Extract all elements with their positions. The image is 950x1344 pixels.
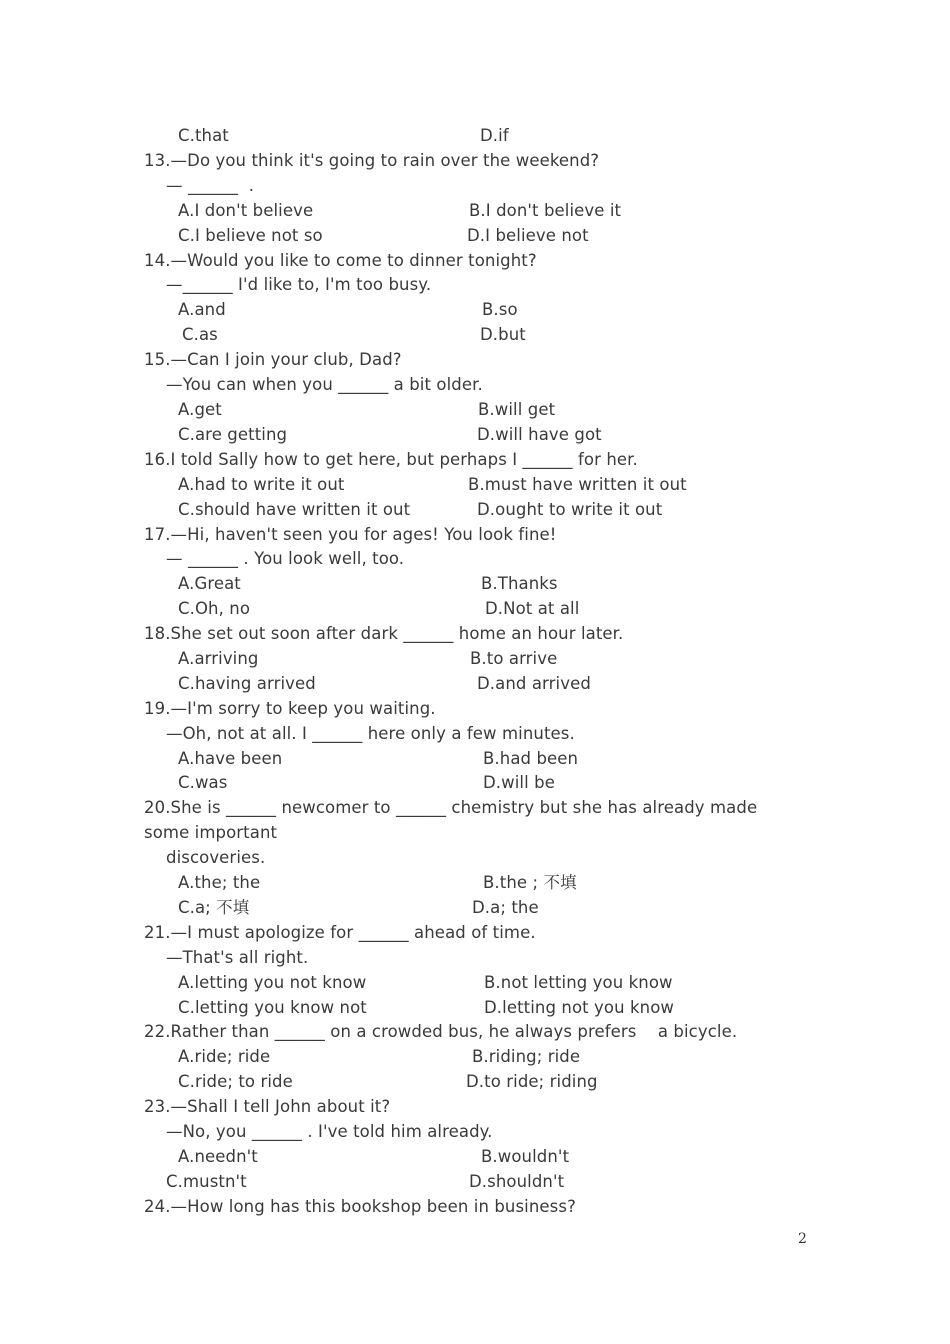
- option-d: D.and arrived: [477, 674, 591, 693]
- option-b: B.must have written it out: [468, 475, 687, 494]
- option-d: D.Not at all: [485, 599, 580, 618]
- option-c: C.was: [178, 773, 228, 792]
- option-d: D.ought to write it out: [477, 500, 663, 519]
- option-a: A.I don't believe: [178, 201, 314, 220]
- question-13: 13.—Do you think it's going to rain over the weekend?: [144, 151, 600, 170]
- answer-line: — ______ .: [166, 176, 255, 195]
- option-c: C.as: [182, 325, 218, 344]
- option-d: D.to ride; riding: [466, 1072, 598, 1091]
- option-d: D.will have got: [477, 425, 602, 444]
- option-c: C.are getting: [178, 425, 288, 444]
- question-20-continued: some important: [144, 823, 278, 842]
- option-b: B.not letting you know: [484, 973, 673, 992]
- option-b: B.so: [482, 300, 518, 319]
- option-d: D.shouldn't: [469, 1172, 565, 1191]
- option-c: C.mustn't: [166, 1172, 247, 1191]
- option-a: A.get: [178, 400, 222, 419]
- option-c: C.ride; to ride: [178, 1072, 293, 1091]
- option-c: C.a; 不填: [178, 898, 250, 917]
- option-c: C.I believe not so: [178, 226, 323, 245]
- option-b: B.riding; ride: [472, 1047, 581, 1066]
- answer-line: — ______ . You look well, too.: [166, 549, 405, 568]
- option-b: B.will get: [478, 400, 556, 419]
- answer-line: —______ I'd like to, I'm too busy.: [166, 275, 432, 294]
- question-20-continued: discoveries.: [166, 848, 266, 867]
- option-b: B.had been: [483, 749, 579, 768]
- answer-line: —That's all right.: [166, 948, 309, 967]
- option-a: A.the; the: [178, 873, 261, 892]
- question-19: 19.—I'm sorry to keep you waiting.: [144, 699, 436, 718]
- option-d: D.if: [480, 126, 509, 145]
- option-a: A.arriving: [178, 649, 259, 668]
- question-22: 22.Rather than ______ on a crowded bus, he always prefers a bicycle.: [144, 1022, 738, 1041]
- option-a: A.and: [178, 300, 226, 319]
- answer-line: —No, you ______ . I've told him already.: [166, 1122, 493, 1141]
- option-c: C.letting you know not: [178, 998, 367, 1017]
- page-number: 2: [798, 1231, 807, 1247]
- question-17: 17.—Hi, haven't seen you for ages! You look fine!: [144, 525, 557, 544]
- option-b: B.wouldn't: [481, 1147, 570, 1166]
- option-a: A.ride; ride: [178, 1047, 271, 1066]
- option-b: B.to arrive: [470, 649, 558, 668]
- question-15: 15.—Can I join your club, Dad?: [144, 350, 402, 369]
- option-c: C.having arrived: [178, 674, 316, 693]
- answer-line: —Oh, not at all. I ______ here only a few minutes.: [166, 724, 575, 743]
- option-d: D.but: [480, 325, 526, 344]
- option-c: C.should have written it out: [178, 500, 411, 519]
- question-21: 21.—I must apologize for ______ ahead of time.: [144, 923, 536, 942]
- option-a: A.had to write it out: [178, 475, 345, 494]
- option-b: B.Thanks: [481, 574, 558, 593]
- question-18: 18.She set out soon after dark ______ home an hour later.: [144, 624, 624, 643]
- option-b: B.the ; 不填: [483, 873, 577, 892]
- option-a: A.needn't: [178, 1147, 258, 1166]
- question-20: 20.She is ______ newcomer to ______ chemistry but she has already made: [144, 798, 758, 817]
- option-c: C.that: [178, 126, 229, 145]
- option-d: D.letting not you know: [484, 998, 675, 1017]
- option-d: D.will be: [483, 773, 555, 792]
- option-d: D.I believe not: [467, 226, 589, 245]
- question-23: 23.—Shall I tell John about it?: [144, 1097, 391, 1116]
- question-16: 16.I told Sally how to get here, but perhaps I ______ for her.: [144, 450, 638, 469]
- option-a: A.have been: [178, 749, 283, 768]
- option-b: B.I don't believe it: [469, 201, 622, 220]
- option-a: A.letting you not know: [178, 973, 367, 992]
- option-d: D.a; the: [472, 898, 539, 917]
- option-c: C.Oh, no: [178, 599, 251, 618]
- question-24: 24.—How long has this bookshop been in business?: [144, 1197, 576, 1216]
- question-14: 14.—Would you like to come to dinner tonight?: [144, 251, 537, 270]
- answer-line: —You can when you ______ a bit older.: [166, 375, 483, 394]
- option-a: A.Great: [178, 574, 241, 593]
